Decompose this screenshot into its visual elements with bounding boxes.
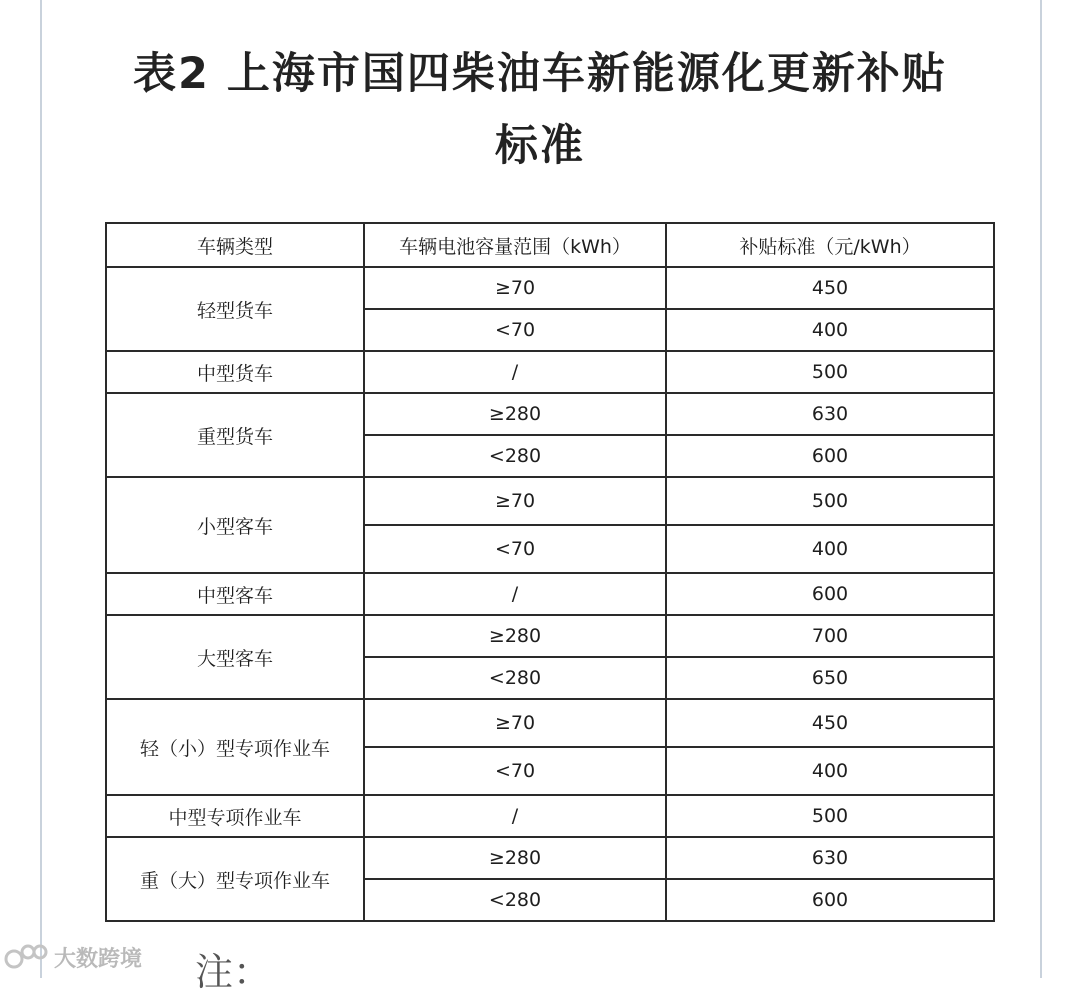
page-title [60, 38, 1020, 182]
subsidy-cell: 400 [666, 525, 994, 573]
battery-range-cell: ≥70 [364, 699, 666, 747]
vehicle-type-cell: 小型客车 [106, 477, 364, 573]
subsidy-cell: 500 [666, 477, 994, 525]
title-line-2: 标准 [495, 121, 585, 171]
table-row [106, 837, 994, 879]
logo-icon [4, 940, 48, 974]
vehicle-type-cell: 轻型货车 [106, 267, 364, 351]
table-row [106, 615, 994, 657]
subsidy-cell: 630 [666, 837, 994, 879]
subsidy-cell: 630 [666, 393, 994, 435]
table-row [106, 267, 994, 309]
battery-range-cell: <70 [364, 309, 666, 351]
battery-range-cell: <280 [364, 657, 666, 699]
watermark [4, 940, 142, 974]
battery-range-cell: ≥280 [364, 393, 666, 435]
page-edge-right [1040, 0, 1042, 978]
vehicle-type-cell: 中型专项作业车 [106, 795, 364, 837]
subsidy-cell: 500 [666, 351, 994, 393]
note-label: 注： [195, 950, 272, 994]
table-row [106, 573, 994, 615]
header-subsidy-standard: 补贴标准（元/kWh） [666, 223, 994, 267]
vehicle-type-cell: 中型货车 [106, 351, 364, 393]
vehicle-type-cell: 重型货车 [106, 393, 364, 477]
header-battery-range: 车辆电池容量范围（kWh） [364, 223, 666, 267]
battery-range-cell: / [364, 795, 666, 837]
table-row [106, 699, 994, 747]
subsidy-cell: 400 [666, 309, 994, 351]
page-edge-left [40, 0, 42, 978]
battery-range-cell: ≥280 [364, 615, 666, 657]
vehicle-type-cell: 重（大）型专项作业车 [106, 837, 364, 921]
table-row [106, 393, 994, 435]
subsidy-cell: 500 [666, 795, 994, 837]
subsidy-table [105, 222, 995, 922]
battery-range-cell: <280 [364, 879, 666, 921]
subsidy-cell: 450 [666, 699, 994, 747]
subsidy-cell: 650 [666, 657, 994, 699]
watermark-text: 大数跨境 [54, 946, 143, 972]
vehicle-type-cell: 大型客车 [106, 615, 364, 699]
subsidy-cell: 600 [666, 573, 994, 615]
title-line-1: 表2 上海市国四柴油车新能源化更新补贴 [133, 49, 947, 99]
battery-range-cell: / [364, 351, 666, 393]
table-row [106, 351, 994, 393]
header-vehicle-type: 车辆类型 [106, 223, 364, 267]
subsidy-cell: 600 [666, 879, 994, 921]
vehicle-type-cell: 轻（小）型专项作业车 [106, 699, 364, 795]
battery-range-cell: ≥70 [364, 477, 666, 525]
battery-range-cell: <70 [364, 747, 666, 795]
table-header-row [106, 223, 994, 267]
battery-range-cell: <70 [364, 525, 666, 573]
table-row [106, 795, 994, 837]
table-row [106, 477, 994, 525]
subsidy-cell: 700 [666, 615, 994, 657]
battery-range-cell: <280 [364, 435, 666, 477]
vehicle-type-cell: 中型客车 [106, 573, 364, 615]
subsidy-cell: 400 [666, 747, 994, 795]
battery-range-cell: / [364, 573, 666, 615]
subsidy-cell: 600 [666, 435, 994, 477]
battery-range-cell: ≥280 [364, 837, 666, 879]
subsidy-cell: 450 [666, 267, 994, 309]
battery-range-cell: ≥70 [364, 267, 666, 309]
